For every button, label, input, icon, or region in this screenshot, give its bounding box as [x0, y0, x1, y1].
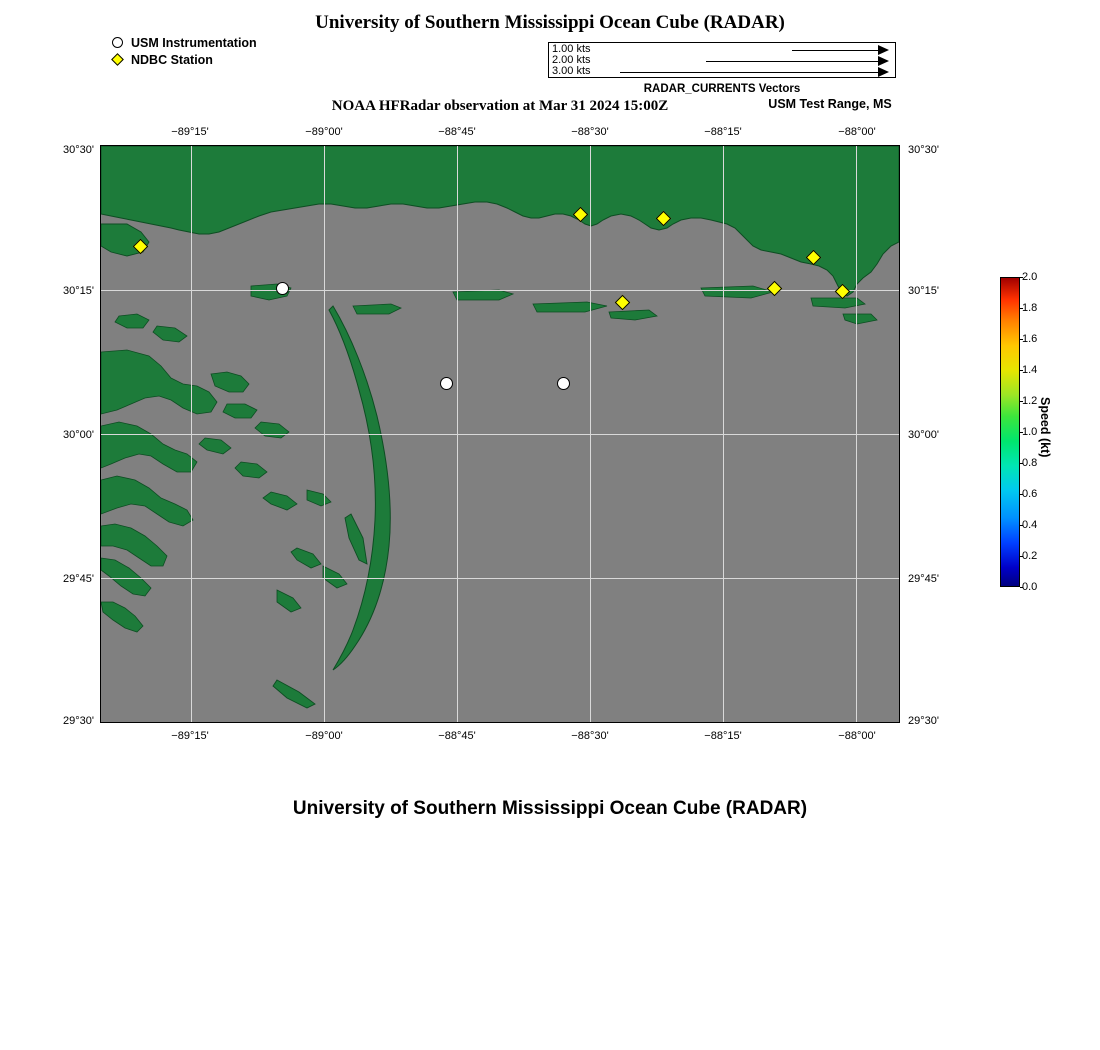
- y-tick-label-right-3: 29°45': [908, 573, 939, 585]
- y-tick-label-left-3: 29°45': [63, 573, 94, 585]
- grid-line-lon-88-00: [856, 146, 857, 723]
- y-tick-label-left-4: 29°30': [63, 715, 94, 727]
- footer-title: University of Southern Mississippi Ocean Cube (RADAR): [292, 798, 808, 819]
- colorbar-tick-7: 1.4: [1022, 364, 1038, 376]
- colorbar-tick-2: 0.4: [1022, 519, 1038, 531]
- observation-subtitle: NOAA HFRadar observation at Mar 31 2024 15:00Z: [331, 98, 669, 114]
- colorbar-title: Speed (kt): [1038, 397, 1052, 458]
- colorbar-tick-3: 0.6: [1022, 488, 1038, 500]
- vector-key-caption: RADAR_CURRENTS Vectors: [643, 83, 801, 95]
- grid-line-lat-29-45: [101, 578, 900, 579]
- page-title: University of Southern Mississippi Ocean Cube (RADAR): [315, 12, 785, 33]
- colorbar-tick-10: 2.0: [1022, 271, 1038, 283]
- grid-line-lon-88-45: [457, 146, 458, 723]
- map-legend: [110, 36, 257, 70]
- vector-key-label-1: 1.00 kts: [552, 43, 591, 55]
- vector-key-line-2: [706, 61, 878, 62]
- grid-line-lon-88-15: [723, 146, 724, 723]
- grid-line-lat-30-00: [101, 434, 900, 435]
- y-tick-label-right-1: 30°15': [908, 285, 939, 297]
- circle-marker-icon: [110, 36, 128, 51]
- y-tick-label-left-0: 30°30': [63, 144, 94, 156]
- vector-key-row-3: [549, 66, 897, 78]
- range-label: USM Test Range, MS: [768, 97, 892, 111]
- colorbar-tick-5: 1.0: [1022, 426, 1038, 438]
- grid-line-lon-89-15: [191, 146, 192, 723]
- colorbar-gradient: [1000, 277, 1020, 587]
- y-tick-label-right-4: 29°30': [908, 715, 939, 727]
- legend-label-usm: USM Instrumentation: [131, 36, 257, 50]
- vector-key-arrowhead-3: [878, 67, 889, 77]
- x-tick-label-top-5: −88°00': [838, 126, 876, 138]
- x-tick-label-bottom-3: −88°30': [571, 730, 609, 742]
- grid-line-lon-89-00: [324, 146, 325, 723]
- legend-item-usm-instrumentation: [110, 36, 257, 51]
- x-tick-label-top-0: −89°15': [171, 126, 209, 138]
- vector-key-line-1: [792, 50, 878, 51]
- y-tick-label-right-2: 30°00': [908, 429, 939, 441]
- colorbar-tick-6: 1.2: [1022, 395, 1038, 407]
- x-tick-label-top-1: −89°00': [305, 126, 343, 138]
- legend-item-ndbc-station: [110, 53, 257, 68]
- vector-key-arrowhead-1: [878, 45, 889, 55]
- colorbar-tick-0: 0.0: [1022, 581, 1038, 593]
- colorbar: [1000, 271, 1052, 593]
- vector-key-label-3: 3.00 kts: [552, 65, 591, 77]
- map-canvas[interactable]: [100, 145, 900, 723]
- colorbar-tick-1: 0.2: [1022, 550, 1038, 562]
- y-tick-label-left-1: 30°15': [63, 285, 94, 297]
- x-tick-label-bottom-1: −89°00': [305, 730, 343, 742]
- vector-key-line-3: [620, 72, 878, 73]
- y-tick-label-left-2: 30°00': [63, 429, 94, 441]
- usm-instrumentation-3-marker[interactable]: [557, 377, 570, 390]
- x-tick-label-bottom-4: −88°15': [704, 730, 742, 742]
- y-tick-label-right-0: 30°30': [908, 144, 939, 156]
- x-tick-label-top-3: −88°30': [571, 126, 609, 138]
- usm-instrumentation-2-marker[interactable]: [440, 377, 453, 390]
- x-tick-label-top-4: −88°15': [704, 126, 742, 138]
- x-tick-label-top-2: −88°45': [438, 126, 476, 138]
- usm-instrumentation-1-marker[interactable]: [276, 282, 289, 295]
- grid-line-lon-88-30: [590, 146, 591, 723]
- legend-label-ndbc: NDBC Station: [131, 53, 213, 67]
- diamond-marker-icon: [110, 53, 128, 68]
- colorbar-tick-9: 1.8: [1022, 302, 1038, 314]
- colorbar-tick-4: 0.8: [1022, 457, 1038, 469]
- vector-key-arrowhead-2: [878, 56, 889, 66]
- x-tick-label-bottom-5: −88°00': [838, 730, 876, 742]
- x-tick-label-bottom-0: −89°15': [171, 730, 209, 742]
- vector-scale-key: [548, 42, 896, 78]
- colorbar-tick-8: 1.6: [1022, 333, 1038, 345]
- x-tick-label-bottom-2: −88°45': [438, 730, 476, 742]
- vector-key-label-2: 2.00 kts: [552, 54, 591, 66]
